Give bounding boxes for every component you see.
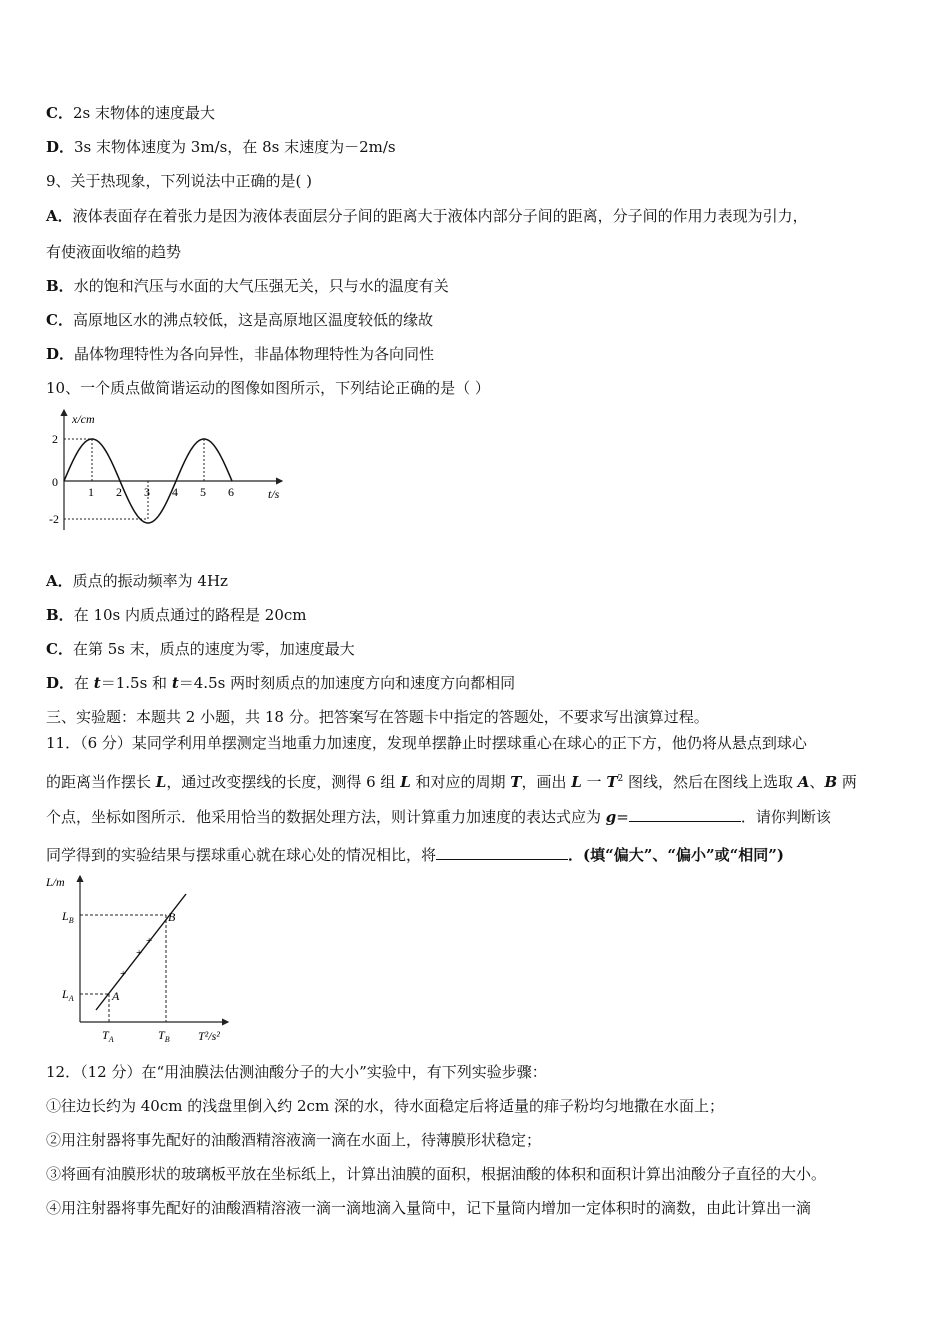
option-letter: B． [46, 606, 74, 624]
q11-line-1: 11．（6 分）某同学利用单摆测定当地重力加速度，发现单摆静止时摆球重心在球心的正下方，他仍将从悬点到球心 [46, 734, 807, 752]
text: 一 [581, 773, 607, 791]
pendulum-graph [40, 870, 240, 1060]
label-point-b: B [168, 910, 176, 924]
answer-blank-g[interactable] [629, 807, 741, 822]
q9-option-c [46, 310, 433, 330]
q9-option-a-continued: 有使液面收缩的趋势 [46, 243, 182, 261]
option-text: 液体表面存在着张力是因为液体表面层分子间的距离大于液体内部分子间的距离，分子间的作用力表现为引力， [72, 207, 808, 225]
q8-option-d [46, 137, 396, 157]
label-point-a: A [112, 989, 120, 1003]
q12-step-2: ②用注射器将事先配好的油酸酒精溶液滴一滴在水面上，待薄膜形状稳定； [46, 1131, 542, 1149]
text: 同学得到的实验结果与摆球重心就在球心处的情况相比，将 [46, 846, 437, 864]
x-tick-label: 3 [144, 485, 150, 499]
q12-step-4: ④用注射器将事先配好的油酸酒精溶液一滴一滴地滴入量筒中，记下量筒内增加一定体积时的滴数，由此计算出一滴 [46, 1199, 812, 1217]
text: 两 [837, 773, 857, 791]
text: ．请你判断该 [740, 808, 831, 826]
var-l: L [155, 773, 167, 791]
option-letter: D． [46, 674, 75, 692]
option-letter: D． [46, 345, 75, 363]
x-tick-label: 4 [172, 485, 178, 499]
var-t: t [171, 674, 179, 692]
text: 的距离当作摆长 [46, 773, 156, 791]
text: 图线，然后在图线上选取 [623, 773, 798, 791]
option-letter: C． [46, 640, 73, 658]
q11-line-2 [46, 769, 857, 792]
q10-option-a [46, 571, 228, 591]
x-tick-label: 1 [88, 485, 94, 499]
x-tick-label: 2 [116, 485, 122, 499]
option-text: 质点的振动频率为 4Hz [72, 572, 228, 590]
origin-label: 0 [52, 475, 58, 489]
q12-step-3: ③将画有油膜形状的玻璃板平放在坐标纸上，计算出油膜的面积，根据油酸的体积和面积计算出油酸分子直径的大小。 [46, 1165, 827, 1183]
cross-mark: + [120, 968, 127, 980]
option-text: 高原地区水的沸点较低，这是高原地区温度较低的缘故 [72, 311, 433, 329]
q9-option-a [46, 206, 808, 226]
option-text: 3s 末物体速度为 3m/s，在 8s 末速度为－2m/s [74, 138, 396, 156]
text: ＝1.5s 和 [100, 674, 172, 692]
y-tick-bottom: -2 [49, 512, 59, 526]
text: 、 [809, 773, 825, 791]
label-lb: $L_B$ [62, 909, 74, 925]
option-letter: A． [46, 572, 73, 590]
option-letter: C． [46, 311, 73, 329]
option-letter: B． [46, 277, 74, 295]
var-t: T [606, 773, 618, 791]
superscript: 2 [617, 774, 624, 784]
q9-option-b [46, 276, 449, 296]
text: ，画出 [521, 773, 572, 791]
text: ，通过改变摆线的长度，测得 6 组 [166, 773, 401, 791]
cross-mark: + [146, 935, 153, 947]
cross-mark: + [136, 947, 143, 959]
q10-option-b [46, 605, 307, 625]
label-la: $L_A$ [62, 987, 74, 1003]
text: ．(填“偏大”、“偏小”或“相同”) [568, 846, 784, 864]
option-letter: A． [46, 207, 73, 225]
label-ta: $T_A$ [102, 1028, 114, 1044]
label-tb: $T_B$ [158, 1028, 170, 1044]
var-a: A [797, 773, 810, 791]
var-g: g [605, 808, 617, 826]
option-letter: C． [46, 104, 73, 122]
var-t: t [93, 674, 101, 692]
text: 和对应的周期 [410, 773, 511, 791]
y-tick-top: 2 [52, 432, 58, 446]
shm-graph [40, 405, 300, 535]
q9-option-d [46, 344, 434, 364]
option-text: 水的饱和汽压与水面的大气压强无关，只与水的温度有关 [73, 277, 449, 295]
option-text: 在 10s 内质点通过的路程是 20cm [73, 606, 307, 624]
text: ＝4.5s 两时刻质点的加速度方向和速度方向都相同 [178, 674, 516, 692]
q12-stem: 12．（12 分）在“用油膜法估测油酸分子的大小”实验中，有下列实验步骤： [46, 1063, 547, 1081]
var-b: B [824, 773, 838, 791]
var-l: L [571, 773, 582, 791]
text: 在 [74, 674, 94, 692]
var-t: T [510, 773, 522, 791]
x-tick-label: 5 [200, 485, 206, 499]
x-tick-label: 6 [228, 485, 234, 499]
option-letter: D． [46, 138, 75, 156]
y-axis-label: L/m [46, 875, 65, 889]
q10-option-c [46, 639, 355, 659]
q11-line-3 [46, 807, 831, 827]
option-text: 2s 末物体的速度最大 [72, 104, 215, 122]
x-axis-label: T²/s² [198, 1029, 220, 1043]
section-heading: 三、实验题：本题共 2 小题，共 18 分。把答案写在答题卡中指定的答题处，不要求写出演算过程。 [46, 708, 709, 726]
text: 个点，坐标如图所示．他采用恰当的数据处理方法，则计算重力加速度的表达式应为 [46, 808, 606, 826]
text: = [616, 808, 629, 826]
answer-blank-result[interactable] [436, 845, 568, 860]
option-text: 在第 5s 末，质点的速度为零，加速度最大 [72, 640, 355, 658]
q11-line-4 [46, 845, 784, 865]
q10-stem: 10、一个质点做简谐运动的图像如图所示，下列结论正确的是（ ） [46, 379, 490, 397]
q9-stem: 9、关于热现象，下列说法中正确的是( ) [46, 172, 313, 190]
q10-option-d [46, 673, 515, 693]
y-axis-label: x/cm [72, 412, 95, 426]
q8-option-c [46, 103, 215, 123]
option-text: 晶体物理特性为各向异性，非晶体物理特性为各向同性 [74, 345, 435, 363]
var-l: L [400, 773, 411, 791]
x-axis-label: t/s [268, 487, 280, 501]
q12-step-1: ①往边长约为 40cm 的浅盘里倒入约 2cm 深的水，待水面稳定后将适量的痱子粉均匀地撒在水面上； [46, 1097, 724, 1115]
